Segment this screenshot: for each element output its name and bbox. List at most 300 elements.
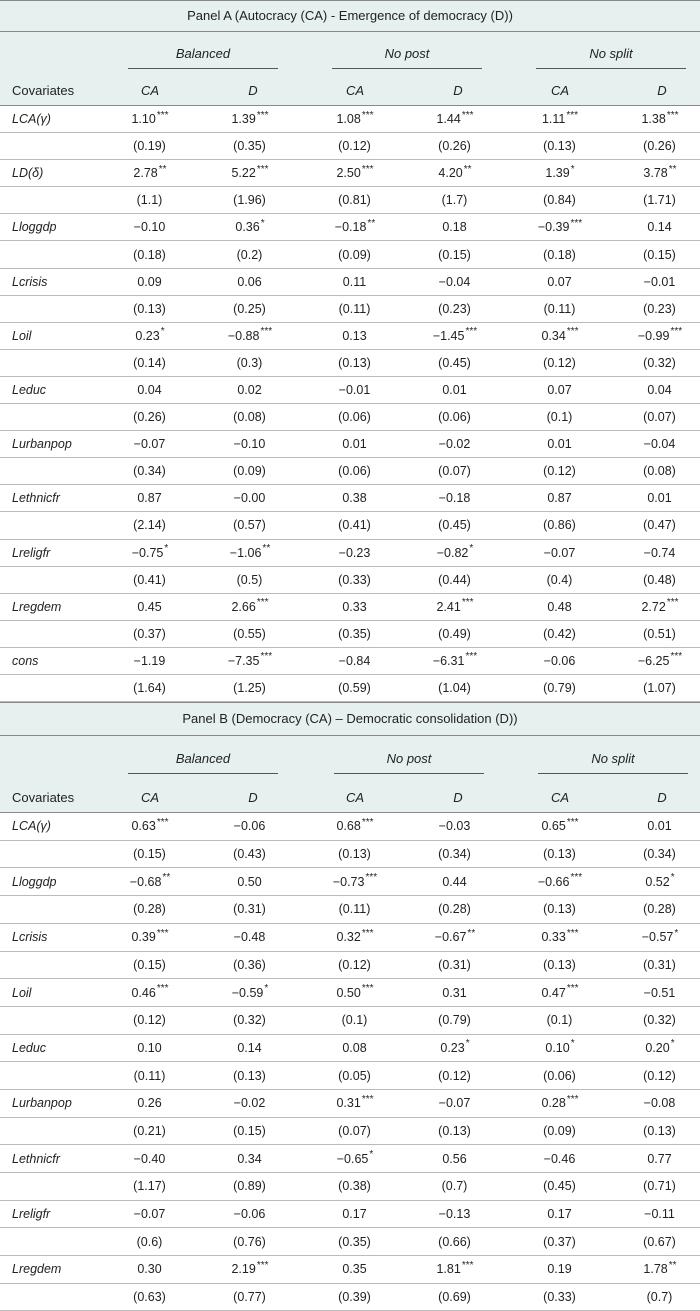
cell-value: −0.00 bbox=[233, 491, 266, 506]
table-cell bbox=[320, 594, 390, 620]
cell-value: −0.08 bbox=[643, 1096, 676, 1111]
table-cell bbox=[320, 1228, 390, 1255]
table-cell bbox=[115, 1173, 185, 1200]
table-row bbox=[0, 1062, 700, 1090]
cell-value: (0.06) bbox=[338, 410, 371, 425]
table-cell bbox=[115, 1284, 185, 1311]
table-cell bbox=[215, 1090, 285, 1117]
table-row bbox=[0, 979, 700, 1007]
cell-value: −6.25 bbox=[637, 653, 670, 668]
covariate-name: Lurbanpop bbox=[12, 437, 72, 452]
table-cell bbox=[525, 106, 595, 132]
cell-value: 0.01 bbox=[647, 491, 672, 506]
table-cell bbox=[115, 896, 185, 923]
table-cell bbox=[115, 1145, 185, 1172]
table-cell bbox=[525, 567, 595, 593]
table-cell bbox=[525, 241, 595, 267]
group-rule bbox=[128, 68, 278, 69]
table-cell bbox=[320, 813, 390, 840]
table-cell bbox=[215, 1228, 285, 1255]
cell-value: 1.39 bbox=[545, 166, 570, 181]
cell-value: 0.33 bbox=[342, 599, 367, 614]
cell-value: 0.11 bbox=[342, 274, 367, 289]
table-cell bbox=[320, 106, 390, 132]
table-cell bbox=[420, 160, 490, 186]
table-cell bbox=[625, 813, 695, 840]
cell-value: 1.44 bbox=[436, 112, 461, 127]
cell-value: (0.3) bbox=[236, 355, 263, 370]
table-cell bbox=[625, 868, 695, 895]
group-rule bbox=[334, 773, 484, 774]
cell-value: (0.12) bbox=[543, 355, 576, 370]
cell-value: 0.46 bbox=[131, 985, 156, 1000]
table-cell bbox=[320, 241, 390, 267]
cell-value: (0.21) bbox=[133, 1123, 166, 1138]
table-cell bbox=[215, 404, 285, 430]
cell-value: (1.25) bbox=[233, 681, 266, 696]
cell-value: (0.48) bbox=[643, 572, 676, 587]
significance-stars: * bbox=[570, 1038, 575, 1050]
cell-value: −0.84 bbox=[338, 653, 371, 668]
cell-value: (0.12) bbox=[438, 1068, 471, 1083]
cell-value: (0.44) bbox=[438, 572, 471, 587]
cell-value: (0.76) bbox=[233, 1234, 266, 1249]
significance-stars: ** bbox=[162, 872, 171, 884]
table-cell bbox=[215, 1145, 285, 1172]
significance-stars: *** bbox=[566, 816, 579, 828]
table-cell bbox=[320, 1256, 390, 1283]
table-cell bbox=[115, 952, 185, 979]
cell-value: −0.06 bbox=[233, 1207, 266, 1222]
table-cell bbox=[625, 296, 695, 322]
cell-value: 0.38 bbox=[342, 491, 367, 506]
cell-value: (1.04) bbox=[438, 681, 471, 696]
cell-value: −0.82 bbox=[436, 545, 469, 560]
table-cell bbox=[525, 979, 595, 1006]
cell-value: (0.59) bbox=[338, 681, 371, 696]
panel-a-header bbox=[0, 32, 700, 106]
table-cell bbox=[215, 1118, 285, 1145]
table-cell bbox=[525, 1228, 595, 1255]
table-cell bbox=[115, 269, 185, 295]
cell-value: 0.01 bbox=[342, 437, 367, 452]
table-cell bbox=[420, 1035, 490, 1062]
significance-stars: *** bbox=[666, 597, 679, 609]
covariate-name: LCA(γ) bbox=[12, 819, 51, 834]
cell-value: (0.35) bbox=[233, 139, 266, 154]
significance-stars: *** bbox=[461, 597, 474, 609]
table-cell bbox=[420, 1173, 490, 1200]
col-label: CA bbox=[550, 83, 570, 98]
table-cell bbox=[215, 896, 285, 923]
cell-value: (0.06) bbox=[543, 1068, 576, 1083]
table-cell bbox=[215, 106, 285, 132]
table-cell bbox=[215, 296, 285, 322]
table-cell bbox=[420, 269, 490, 295]
table-row bbox=[0, 1256, 700, 1284]
cell-value: 0.01 bbox=[442, 382, 467, 397]
significance-stars: *** bbox=[570, 217, 583, 229]
table-cell bbox=[525, 431, 595, 457]
table-cell bbox=[525, 1173, 595, 1200]
cell-value: (0.42) bbox=[543, 626, 576, 641]
table-cell bbox=[215, 187, 285, 213]
cell-value: −0.67 bbox=[434, 930, 467, 945]
cell-value: 0.02 bbox=[237, 382, 262, 397]
table-cell bbox=[115, 868, 185, 895]
table-cell bbox=[420, 924, 490, 951]
table-cell bbox=[115, 924, 185, 951]
cell-value: 0.31 bbox=[442, 985, 467, 1000]
cell-value: −0.01 bbox=[338, 382, 371, 397]
table-cell bbox=[215, 813, 285, 840]
cell-value: −0.11 bbox=[644, 1207, 675, 1222]
cell-value: 0.04 bbox=[647, 382, 672, 397]
table-cell bbox=[420, 350, 490, 376]
cell-value: (0.31) bbox=[643, 957, 676, 972]
table-cell bbox=[115, 350, 185, 376]
table-cell bbox=[625, 1007, 695, 1034]
table-cell bbox=[420, 813, 490, 840]
cell-value: (0.81) bbox=[338, 193, 371, 208]
table-cell bbox=[320, 1090, 390, 1117]
table-row bbox=[0, 241, 700, 268]
table-cell bbox=[115, 296, 185, 322]
cell-value: −0.07 bbox=[543, 545, 576, 560]
cell-value: −0.48 bbox=[233, 930, 266, 945]
cell-value: 3.78 bbox=[643, 166, 668, 181]
significance-stars: * bbox=[670, 872, 675, 884]
table-cell bbox=[215, 431, 285, 457]
table-cell bbox=[115, 1062, 185, 1089]
table-cell bbox=[115, 241, 185, 267]
table-cell bbox=[115, 485, 185, 511]
table-cell bbox=[115, 214, 185, 240]
table-cell bbox=[420, 1062, 490, 1089]
panel-a-rows bbox=[0, 106, 700, 702]
col-label: D bbox=[248, 790, 258, 806]
table-cell bbox=[320, 323, 390, 349]
cell-value: 2.66 bbox=[231, 599, 256, 614]
table-cell bbox=[215, 214, 285, 240]
cell-value: (0.09) bbox=[338, 247, 371, 262]
table-cell bbox=[625, 1118, 695, 1145]
cell-value: (0.13) bbox=[643, 1123, 676, 1138]
table-cell bbox=[420, 896, 490, 923]
covariates-label: Covariates bbox=[12, 790, 75, 806]
table-cell bbox=[625, 350, 695, 376]
cell-value: (0.34) bbox=[133, 464, 166, 479]
table-cell bbox=[115, 1007, 185, 1034]
table-row bbox=[0, 1090, 700, 1118]
table-cell bbox=[320, 269, 390, 295]
table-cell bbox=[420, 106, 490, 132]
col-label: D bbox=[453, 790, 463, 806]
table-cell bbox=[625, 512, 695, 538]
significance-stars: *** bbox=[566, 927, 579, 939]
cell-value: (0.69) bbox=[438, 1290, 471, 1305]
table-cell bbox=[115, 458, 185, 484]
table-cell bbox=[320, 1284, 390, 1311]
table-cell bbox=[625, 1201, 695, 1228]
cell-value: 0.17 bbox=[547, 1207, 572, 1222]
table-cell bbox=[215, 952, 285, 979]
cell-value: (0.45) bbox=[438, 518, 471, 533]
table-cell bbox=[525, 269, 595, 295]
cell-value: −1.45 bbox=[432, 328, 465, 343]
table-cell bbox=[525, 323, 595, 349]
cell-value: 0.04 bbox=[137, 382, 162, 397]
table-cell bbox=[115, 512, 185, 538]
cell-value: 0.13 bbox=[342, 328, 367, 343]
table-cell bbox=[525, 1007, 595, 1034]
table-row bbox=[0, 924, 700, 952]
panel-a-title: Panel A (Autocracy (CA) - Emergence of democracy (D)) bbox=[0, 0, 700, 32]
cell-value: 0.17 bbox=[342, 1207, 367, 1222]
cell-value: −1.19 bbox=[133, 653, 166, 668]
table-cell bbox=[115, 675, 185, 701]
cell-value: (0.12) bbox=[133, 1013, 166, 1028]
cell-value: 0.65 bbox=[541, 819, 566, 834]
cell-value: (0.28) bbox=[438, 902, 471, 917]
table-cell bbox=[320, 1062, 390, 1089]
table-cell bbox=[420, 675, 490, 701]
table-row bbox=[0, 813, 700, 841]
covariate-name: Lreligfr bbox=[12, 545, 51, 560]
covariate-name: Lcrisis bbox=[12, 274, 48, 289]
cell-value: (0.11) bbox=[338, 902, 371, 917]
table-cell bbox=[115, 323, 185, 349]
table-cell bbox=[420, 621, 490, 647]
group-rule bbox=[536, 68, 686, 69]
table-cell bbox=[420, 1145, 490, 1172]
cell-value: 0.32 bbox=[336, 930, 361, 945]
cell-value: 0.50 bbox=[336, 985, 361, 1000]
cell-value: −0.13 bbox=[438, 1207, 471, 1222]
significance-stars: ** bbox=[367, 217, 376, 229]
cell-value: 2.41 bbox=[436, 599, 461, 614]
col-label: CA bbox=[550, 790, 570, 806]
table-cell bbox=[115, 621, 185, 647]
table-cell bbox=[320, 952, 390, 979]
cell-value: 0.30 bbox=[137, 1262, 162, 1277]
significance-stars: *** bbox=[260, 651, 273, 663]
table-cell bbox=[525, 133, 595, 159]
table-cell bbox=[625, 485, 695, 511]
cell-value: −0.06 bbox=[233, 819, 266, 834]
table-row bbox=[0, 214, 700, 241]
table-cell bbox=[320, 924, 390, 951]
table-cell bbox=[525, 952, 595, 979]
cell-value: (0.28) bbox=[133, 902, 166, 917]
cell-value: (0.37) bbox=[543, 1234, 576, 1249]
table-row bbox=[0, 1201, 700, 1229]
covariate-name: cons bbox=[12, 653, 39, 668]
table-cell bbox=[525, 296, 595, 322]
table-cell bbox=[115, 431, 185, 457]
table-cell bbox=[215, 160, 285, 186]
cell-value: 0.06 bbox=[237, 274, 262, 289]
cell-value: −0.51 bbox=[643, 985, 676, 1000]
cell-value: (0.15) bbox=[233, 1123, 266, 1138]
table-cell bbox=[420, 133, 490, 159]
table-cell bbox=[525, 813, 595, 840]
table-row bbox=[0, 133, 700, 160]
cell-value: (0.79) bbox=[438, 1013, 471, 1028]
table-cell bbox=[320, 1201, 390, 1228]
cell-value: (0.09) bbox=[233, 464, 266, 479]
cell-value: 0.47 bbox=[541, 985, 566, 1000]
table-cell bbox=[625, 106, 695, 132]
table-cell bbox=[625, 323, 695, 349]
table-cell bbox=[215, 1284, 285, 1311]
cell-value: 0.26 bbox=[137, 1096, 162, 1111]
col-label: CA bbox=[140, 790, 160, 806]
table-cell bbox=[525, 512, 595, 538]
table-row bbox=[0, 458, 700, 485]
cell-value: 0.08 bbox=[342, 1040, 367, 1055]
cell-value: (0.7) bbox=[646, 1290, 673, 1305]
table-row bbox=[0, 485, 700, 512]
table-cell bbox=[215, 241, 285, 267]
significance-stars: *** bbox=[461, 109, 474, 121]
cell-value: 0.33 bbox=[541, 930, 566, 945]
table-cell bbox=[115, 648, 185, 674]
table-cell bbox=[320, 214, 390, 240]
table-cell bbox=[320, 512, 390, 538]
table-cell bbox=[115, 1118, 185, 1145]
cell-value: (0.08) bbox=[233, 410, 266, 425]
cell-value: 0.34 bbox=[541, 328, 566, 343]
table-cell bbox=[115, 133, 185, 159]
table-cell bbox=[320, 485, 390, 511]
cell-value: (0.45) bbox=[438, 355, 471, 370]
table-row bbox=[0, 1228, 700, 1256]
table-cell bbox=[525, 485, 595, 511]
table-cell bbox=[215, 1035, 285, 1062]
cell-value: (0.1) bbox=[546, 1013, 573, 1028]
table-cell bbox=[625, 1145, 695, 1172]
cell-value: −7.35 bbox=[227, 653, 260, 668]
table-cell bbox=[215, 621, 285, 647]
table-cell bbox=[625, 1256, 695, 1283]
cell-value: (0.7) bbox=[441, 1179, 468, 1194]
covariates-label: Covariates bbox=[12, 83, 75, 98]
table-row bbox=[0, 540, 700, 567]
table-cell bbox=[525, 924, 595, 951]
table-cell bbox=[320, 1173, 390, 1200]
table-row bbox=[0, 431, 700, 458]
col-label: CA bbox=[140, 83, 160, 98]
cell-value: (0.89) bbox=[233, 1179, 266, 1194]
table-cell bbox=[625, 841, 695, 868]
table-cell bbox=[525, 540, 595, 566]
cell-value: −0.39 bbox=[537, 220, 570, 235]
group-no-post: No post bbox=[384, 46, 430, 61]
cell-value: 2.72 bbox=[641, 599, 666, 614]
cell-value: (0.12) bbox=[338, 139, 371, 154]
table-cell bbox=[625, 675, 695, 701]
cell-value: −0.66 bbox=[537, 874, 570, 889]
cell-value: (1.7) bbox=[441, 193, 468, 208]
table-row bbox=[0, 1007, 700, 1035]
cell-value: −0.46 bbox=[543, 1151, 576, 1166]
table-cell bbox=[420, 241, 490, 267]
significance-stars: *** bbox=[666, 109, 679, 121]
cell-value: 2.19 bbox=[231, 1262, 256, 1277]
covariate-name: Lloggdp bbox=[12, 874, 57, 889]
table-cell bbox=[320, 160, 390, 186]
significance-stars: *** bbox=[256, 597, 269, 609]
table-cell bbox=[115, 404, 185, 430]
cell-value: (0.31) bbox=[438, 957, 471, 972]
significance-stars: *** bbox=[256, 163, 269, 175]
covariate-name: Lurbanpop bbox=[12, 1096, 72, 1111]
cell-value: (0.26) bbox=[643, 139, 676, 154]
cell-value: −0.99 bbox=[637, 328, 670, 343]
significance-stars: *** bbox=[566, 1093, 579, 1105]
cell-value: (0.35) bbox=[338, 1234, 371, 1249]
group-rule bbox=[538, 773, 688, 774]
cell-value: (0.15) bbox=[133, 847, 166, 862]
cell-value: (0.11) bbox=[133, 1068, 166, 1083]
cell-value: (0.32) bbox=[643, 355, 676, 370]
group-balanced: Balanced bbox=[175, 46, 231, 61]
cell-value: −0.73 bbox=[332, 874, 365, 889]
cell-value: 1.78 bbox=[643, 1262, 668, 1277]
cell-value: 0.87 bbox=[137, 491, 162, 506]
cell-value: −0.04 bbox=[438, 274, 471, 289]
cell-value: 1.81 bbox=[436, 1262, 461, 1277]
table-cell bbox=[525, 160, 595, 186]
cell-value: −0.65 bbox=[336, 1151, 369, 1166]
cell-value: (0.66) bbox=[438, 1234, 471, 1249]
cell-value: (0.34) bbox=[643, 847, 676, 862]
table-cell bbox=[115, 567, 185, 593]
table-cell bbox=[625, 1173, 695, 1200]
table-cell bbox=[625, 160, 695, 186]
significance-stars: *** bbox=[566, 326, 579, 338]
table-cell bbox=[625, 187, 695, 213]
table-cell bbox=[625, 1228, 695, 1255]
cell-value: (0.35) bbox=[338, 626, 371, 641]
table-cell bbox=[215, 924, 285, 951]
table-cell bbox=[115, 187, 185, 213]
cell-value: −0.07 bbox=[438, 1096, 471, 1111]
table-cell bbox=[525, 187, 595, 213]
table-cell bbox=[320, 979, 390, 1006]
table-cell bbox=[525, 1035, 595, 1062]
cell-value: 4.20 bbox=[438, 166, 463, 181]
table-row bbox=[0, 1173, 700, 1201]
table-cell bbox=[320, 1035, 390, 1062]
table-row bbox=[0, 594, 700, 621]
significance-stars: *** bbox=[566, 983, 579, 995]
table-cell bbox=[625, 458, 695, 484]
table-cell bbox=[625, 1035, 695, 1062]
cell-value: 0.52 bbox=[645, 874, 670, 889]
table-cell bbox=[420, 458, 490, 484]
table-cell bbox=[215, 540, 285, 566]
cell-value: (0.31) bbox=[233, 902, 266, 917]
table-row bbox=[0, 296, 700, 323]
table-row bbox=[0, 106, 700, 133]
table-cell bbox=[625, 214, 695, 240]
significance-stars: *** bbox=[361, 109, 374, 121]
table-cell bbox=[420, 979, 490, 1006]
table-cell bbox=[420, 952, 490, 979]
table-cell bbox=[115, 979, 185, 1006]
